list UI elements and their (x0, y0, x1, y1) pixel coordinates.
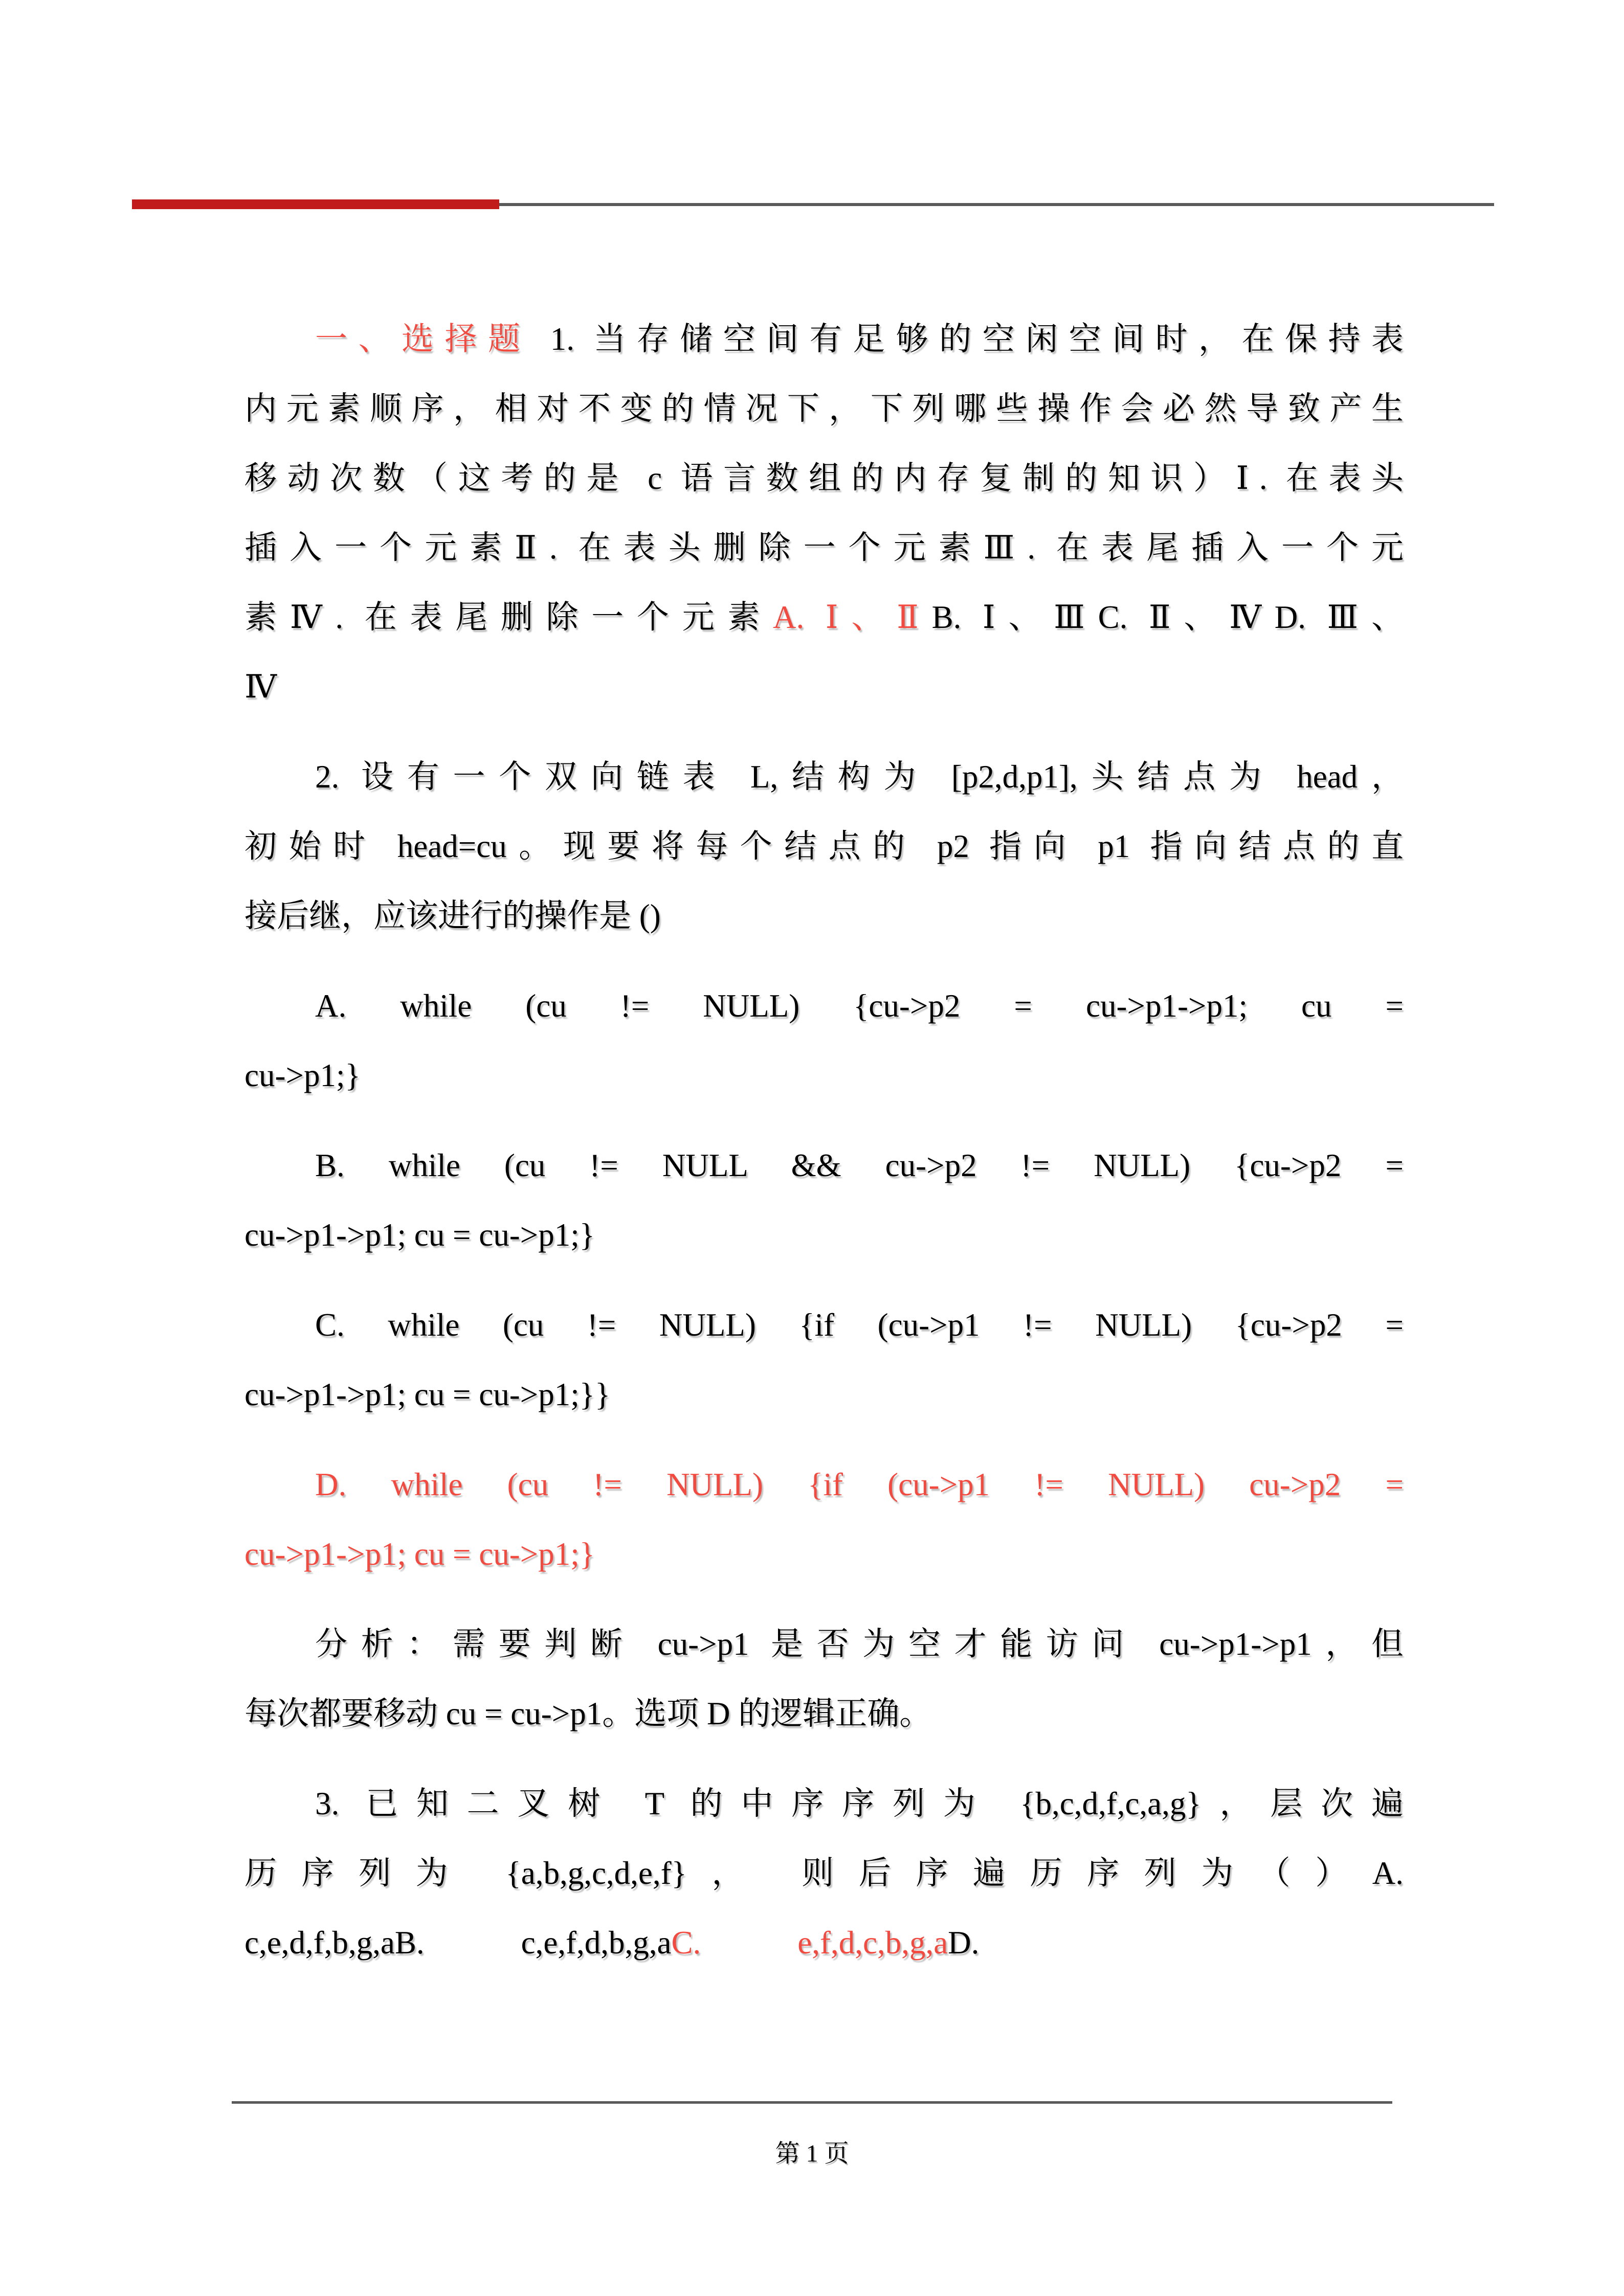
page-number: 第 1 页 (775, 2140, 849, 2167)
text-line (244, 1838, 1404, 1908)
paragraph (244, 304, 1404, 722)
text-segment: 历序列为 {a,b,g,c,d,e,f}， 则后序遍历序列为（）A. (244, 1855, 1404, 1891)
text-segment: cu->p1->p1; cu = cu->p1;} (244, 1217, 595, 1253)
text-line (244, 742, 1404, 812)
text-segment: 分析：需要判断 cu->p1 是否为空才能访问 cu->p1->p1，但 (315, 1626, 1404, 1662)
text-line (244, 1290, 1404, 1360)
text-line (244, 652, 1404, 722)
document-body (244, 304, 1404, 1998)
text-segment: c,e,d,f,b,g,aB. c,e,f,d,b,g,a (244, 1925, 672, 1961)
text-line (244, 1519, 1404, 1589)
text-segment: 素Ⅳ. 在表尾删除一个元素 (244, 599, 773, 635)
header-accent-bar (132, 199, 499, 209)
text-segment: B. Ⅰ、ⅢC. Ⅱ、ⅣD. Ⅲ、 (931, 599, 1404, 635)
highlighted-text: 一、选择题 (315, 321, 550, 357)
text-segment: 内元素顺序，相对不变的情况下，下列哪些操作会必然导致产生 (244, 391, 1404, 426)
text-line (244, 1908, 1404, 1977)
highlighted-text: cu->p1->p1; cu = cu->p1;} (244, 1536, 595, 1572)
text-segment: 接后继，应该进行的操作是 () (244, 898, 661, 934)
highlighted-text: A. Ⅰ、Ⅱ (773, 599, 932, 635)
highlighted-text: D. while (cu != NULL) {if (cu->p1 != NULL) cu->p2 = (315, 1467, 1404, 1502)
text-segment: 每次都要移动 cu = cu->p1。选项 D 的逻辑正确。 (244, 1696, 932, 1731)
paragraph (244, 1131, 1404, 1270)
text-line (244, 971, 1404, 1041)
text-line (244, 1450, 1404, 1519)
paragraph (244, 1290, 1404, 1429)
text-segment: 移动次数（这考的是 c 语言数组的内存复制的知识）Ⅰ. 在表头 (244, 460, 1404, 496)
text-line (244, 582, 1404, 652)
footer-rule (232, 2101, 1392, 2104)
paragraph (244, 1450, 1404, 1589)
text-line (244, 812, 1404, 881)
text-segment: C. while (cu != NULL) {if (cu->p1 != NULL) {cu->p2 = (315, 1307, 1404, 1343)
text-segment: A. while (cu != NULL) {cu->p2 = cu->p1->p1; cu = (315, 988, 1404, 1024)
text-line (244, 1360, 1404, 1429)
paragraph (244, 1609, 1404, 1748)
text-segment: 2. 设有一个双向链表 L,结构为 [p2,d,p1],头结点为 head， (315, 759, 1404, 795)
text-line (244, 1769, 1404, 1838)
text-segment: B. while (cu != NULL && cu->p2 != NULL) {cu->p2 = (315, 1147, 1404, 1183)
text-line (244, 1131, 1404, 1200)
text-line (244, 374, 1404, 443)
text-line (244, 443, 1404, 513)
text-segment: D. (948, 1925, 980, 1961)
text-line (244, 1609, 1404, 1679)
text-line (244, 513, 1404, 582)
header-rule (499, 203, 1494, 206)
text-segment: cu->p1;} (244, 1057, 361, 1093)
paragraph (244, 971, 1404, 1110)
text-line (244, 1200, 1404, 1270)
text-segment: 1. 当存储空间有足够的空闲空间时，在保持表 (550, 321, 1404, 357)
text-line (244, 1041, 1404, 1110)
text-segment: cu->p1->p1; cu = cu->p1;}} (244, 1377, 611, 1412)
paragraph (244, 1769, 1404, 1977)
text-segment: Ⅳ (244, 669, 277, 705)
paragraph (244, 742, 1404, 951)
text-segment: 插入一个元素Ⅱ. 在表头删除一个元素Ⅲ. 在表尾插入一个元 (244, 530, 1404, 566)
text-line (244, 304, 1404, 374)
text-segment: 3. 已知二叉树 T 的中序序列为 {b,c,d,f,c,a,g}，层次遍 (315, 1786, 1404, 1821)
text-line (244, 881, 1404, 951)
text-segment: 初始时 head=cu。现要将每个结点的 p2 指向 p1 指向结点的直 (244, 828, 1404, 864)
text-line (244, 1679, 1404, 1748)
highlighted-text: C. e,f,d,c,b,g,a (671, 1925, 948, 1961)
